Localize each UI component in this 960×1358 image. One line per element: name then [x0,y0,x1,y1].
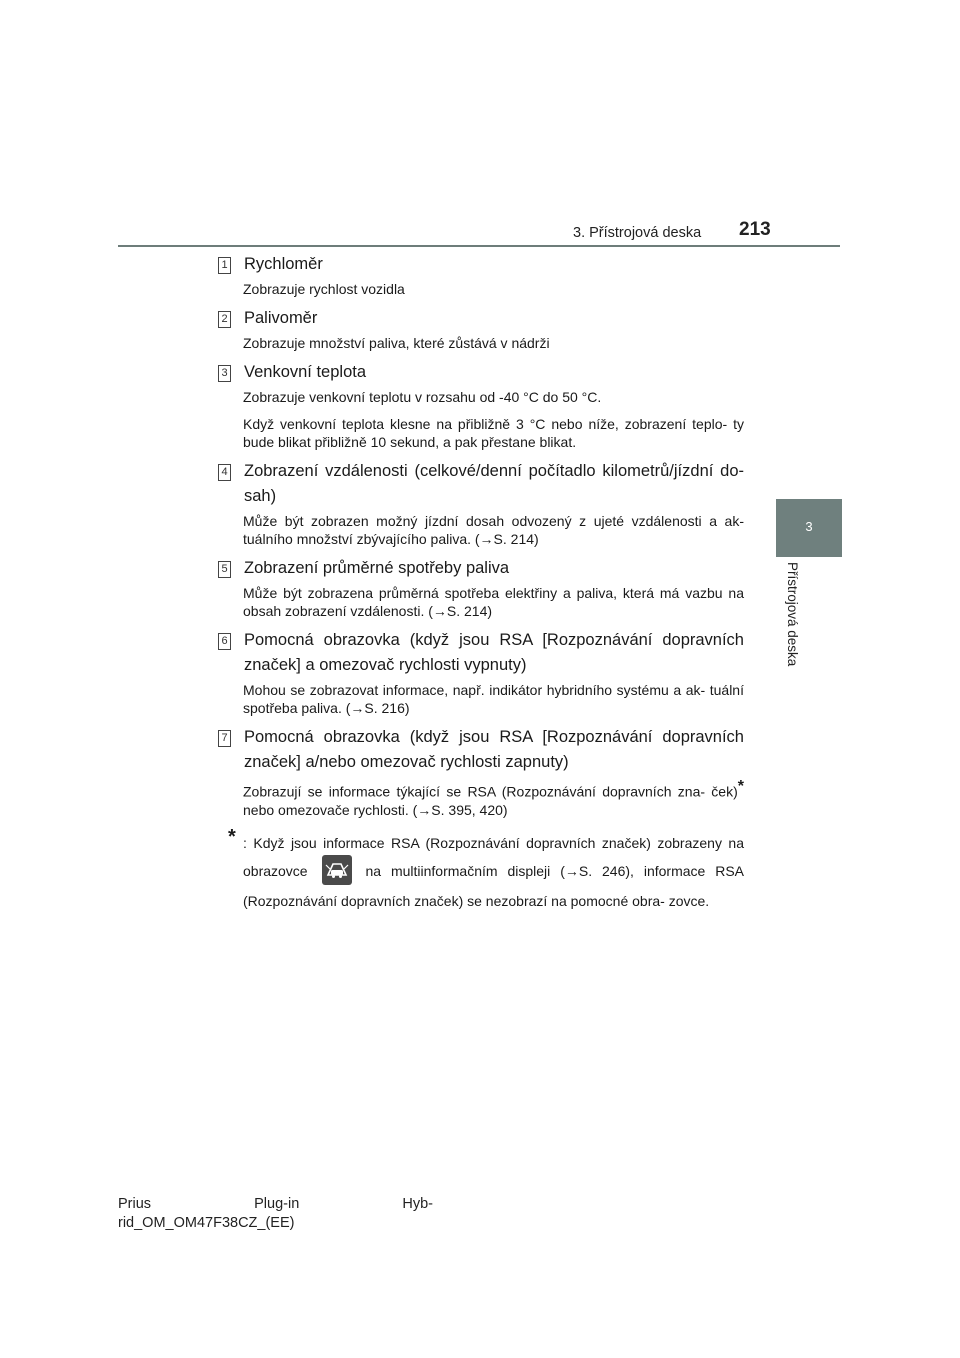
page-number: 213 [739,219,771,240]
item-title: Pomocná obrazovka (když jsou RSA [Rozpoznávání dopravních značek] a/nebo omezovač rychlosti zapnuty) [244,728,744,771]
item-title: Palivoměr [244,309,318,327]
chapter-tab-number: 3 [805,519,813,534]
footnote-marker: * [737,778,744,795]
footer-doc-id: rid_OM_OM47F38CZ_(EE) [118,1215,295,1231]
item-number-box: 2 [218,311,231,328]
list-item [218,628,744,717]
chapter-tab [776,499,842,557]
list-item [218,360,744,451]
item-description: Zobrazuje venkovní teplotu v rozsahu od -40 °C do 50 °C. [243,389,602,405]
item-description: Když venkovní teplota klesne na přibližně 3 °C nebo níže, zobrazení teplo- ty bude blikat přibližně 10 sekund, a pak přestane blikat. [243,416,744,450]
footnote [218,825,745,915]
content-area [218,252,744,915]
list-item [218,252,744,298]
header-divider [118,245,840,247]
item-title: Pomocná obrazovka (když jsou RSA [Rozpoznávání dopravních značek] a omezovač rychlosti vypnuty) [244,631,744,674]
item-description: Zobrazuje množství paliva, které zůstává v nádrži [243,335,550,351]
item-description [243,778,744,819]
item-description-text: nebo omezovače rychlosti. (→S. 395, 420) [243,801,508,818]
footer-word: Hyb- [402,1196,433,1212]
item-description: Může být zobrazena průměrná spotřeba elektřiny a paliva, která má vazbu na obsah zobrazení vzdálenosti. (→S. 214) [243,585,744,619]
item-number-box: 7 [218,730,231,747]
item-description: Mohou se zobrazovat informace, např. indikátor hybridního systému a ak- tuální spotřeba paliva. (→S. 216) [243,682,744,716]
item-number-box: 3 [218,365,231,382]
list-item [218,459,744,548]
page-footer [118,1195,433,1233]
footer-word: Prius [118,1196,152,1212]
item-number-box: 4 [218,464,231,481]
footer-word: Plug-in [254,1196,300,1212]
item-title: Zobrazení průměrné spotřeby paliva [244,559,510,577]
footnote-text: na multiinformačním displeji (→S. 246), informace RSA (Rozpoznávání dopravních značek) se nezobrazí na pomocné obra- zovce. [243,862,745,909]
list-item [218,556,744,620]
footnote-star: * [228,825,236,848]
list-item [218,725,744,819]
footnote-text: : Když jsou informace RSA (Rozpoznávání dopravních značek) zobrazeny na obrazovce [243,834,744,879]
item-number-box: 1 [218,257,231,274]
item-number-box: 6 [218,633,231,650]
rsa-road-sign-car-icon [322,855,352,885]
item-description: Může být zobrazen možný jízdní dosah odvozený z ujeté vzdálenosti a ak- tuálního množství zbývajícího paliva. (→S. 214) [243,513,744,547]
item-description: Zobrazuje rychlost vozidla [243,281,405,297]
item-number-box: 5 [218,561,231,578]
section-title: 3. Přístrojová deska [573,225,702,241]
item-title: Zobrazení vzdálenosti (celkové/denní počítadlo kilometrů/jízdní do- sah) [244,462,744,505]
chapter-tab-label: Přístrojová deska [785,562,800,667]
list-item [218,306,744,352]
item-title: Rychloměr [244,255,323,273]
item-description-text: Zobrazují se informace týkající se RSA (Rozpoznávání dopravních zna- ček) [243,783,738,800]
item-title: Venkovní teplota [244,363,367,381]
